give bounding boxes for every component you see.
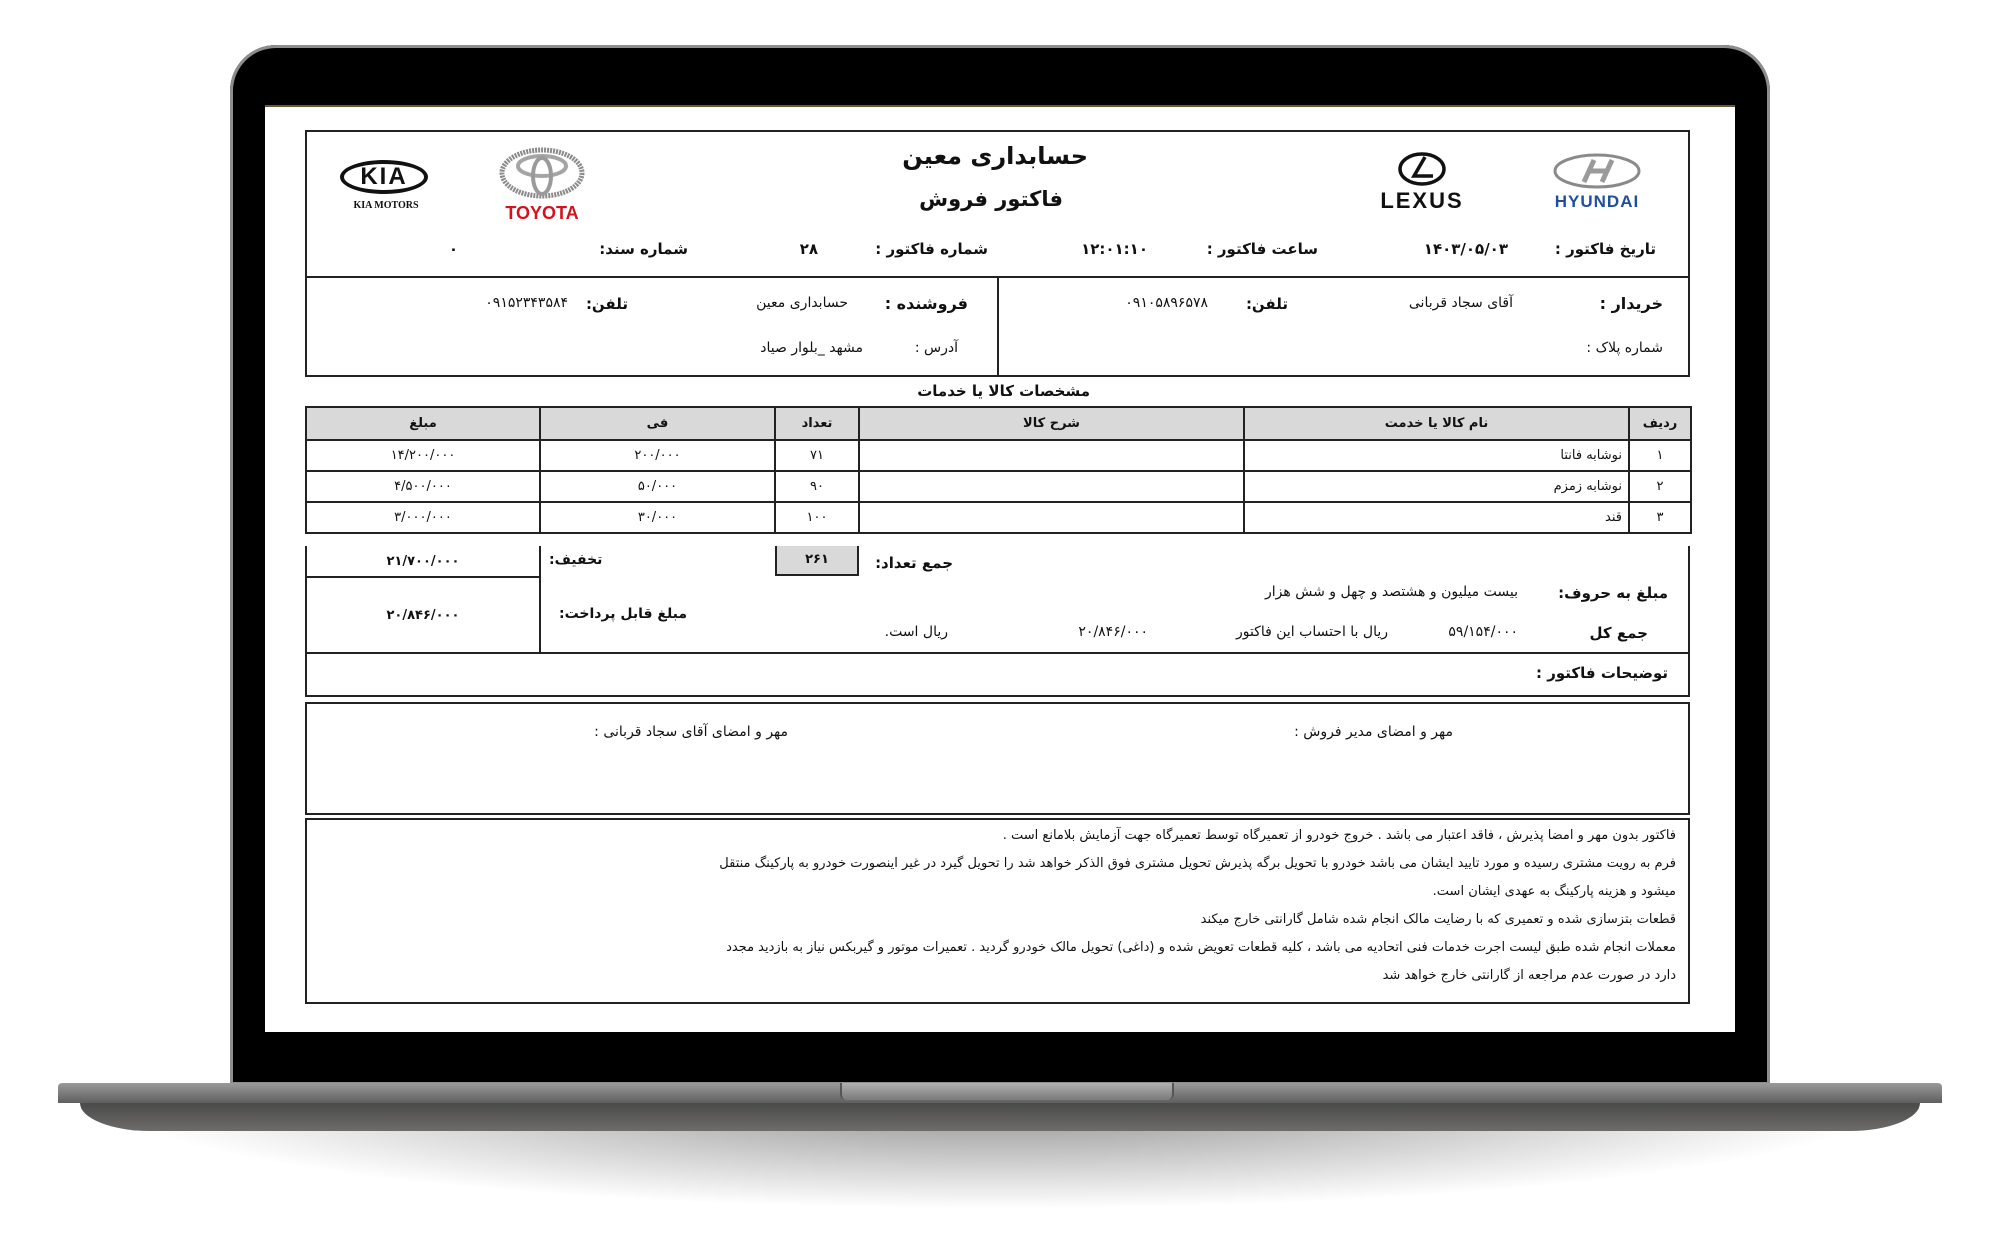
plate-number-label: شماره پلاک : bbox=[1586, 340, 1663, 356]
toyota-logo bbox=[487, 147, 597, 227]
item-quantity: ۹۰ bbox=[775, 471, 859, 502]
grand-total-label: جمع کل bbox=[1589, 624, 1648, 642]
item-description bbox=[859, 440, 1244, 471]
item-name: قند bbox=[1244, 502, 1629, 533]
invoice-date-label: تاریخ فاکتور : bbox=[1554, 240, 1656, 258]
invoice-number: ۲۸ bbox=[799, 240, 818, 258]
parties-box bbox=[305, 276, 1690, 377]
customer-signature-label: مهر و امضای آقای سجاد قربانی : bbox=[594, 724, 788, 740]
invoice-time: ۱۲:۰۱:۱۰ bbox=[1081, 240, 1148, 258]
payable-label: مبلغ قابل پرداخت: bbox=[559, 606, 688, 622]
invoice-date: ۱۴۰۳/۰۵/۰۳ bbox=[1423, 240, 1508, 258]
invoice-header bbox=[305, 130, 1690, 278]
item-unit-price: ۵۰/۰۰۰ bbox=[540, 471, 775, 502]
seller-address: مشهد _بلوار صیاد bbox=[760, 340, 863, 356]
laptop-notch bbox=[840, 1083, 1174, 1100]
lexus-emblem-icon bbox=[1397, 152, 1447, 186]
table-row bbox=[306, 471, 1691, 502]
document-number-label: شماره سند: bbox=[599, 240, 688, 258]
item-amount: ۴/۵۰۰/۰۰۰ bbox=[306, 471, 540, 502]
row-number: ۳ bbox=[1629, 502, 1691, 533]
kia-motors-text: KIA MOTORS bbox=[353, 200, 419, 211]
table-row bbox=[306, 502, 1691, 533]
hyundai-logo bbox=[1532, 152, 1662, 222]
total-quantity: ۲۶۱ bbox=[775, 546, 859, 576]
grand-total-suffix: ریال با احتساب این فاکتور bbox=[1235, 624, 1388, 640]
laptop-base-lower bbox=[80, 1103, 1920, 1131]
manager-signature-label: مهر و امضای مدیر فروش : bbox=[1294, 724, 1453, 740]
totals-box bbox=[305, 546, 1690, 654]
totals-col-divider bbox=[539, 546, 541, 652]
seller-phone-label: تلفن: bbox=[585, 295, 628, 313]
hyundai-text: HYUNDAI bbox=[1554, 192, 1640, 211]
items-section-title: مشخصات کالا یا خدمات bbox=[917, 382, 1090, 400]
totals-row-divider bbox=[307, 576, 540, 578]
lexus-text: LEXUS bbox=[1380, 188, 1464, 213]
col-header-amount: مبلغ bbox=[306, 407, 540, 440]
row-number: ۲ bbox=[1629, 471, 1691, 502]
col-header-row-number: ردیف bbox=[1629, 407, 1691, 440]
terms-line: فاکتور بدون مهر و امضا پذیرش ، فاقد اعتبار می باشد . خروج خودرو از تعمیرگاه توسط تعمیرگاه جهت آزمایش بلامانع است . bbox=[1002, 828, 1676, 843]
table-header-row bbox=[306, 407, 1691, 440]
item-name: نوشابه فانتا bbox=[1244, 440, 1629, 471]
balance-amount: ۲۰/۸۴۶/۰۰۰ bbox=[1078, 624, 1148, 640]
document-title: فاکتور فروش bbox=[919, 187, 1063, 211]
item-description bbox=[859, 502, 1244, 533]
invoice-number-label: شماره فاکتور : bbox=[875, 240, 988, 258]
toyota-emblem-icon bbox=[499, 147, 585, 199]
amount-in-words: بیست میلیون و هشتصد و چهل و شش هزار bbox=[1265, 584, 1518, 600]
item-description bbox=[859, 471, 1244, 502]
lexus-logo bbox=[1347, 152, 1497, 222]
hyundai-emblem-icon bbox=[1552, 152, 1642, 190]
discount-amount: ۲۱/۷۰۰/۰۰۰ bbox=[386, 554, 460, 569]
signatures-box bbox=[305, 702, 1690, 815]
item-quantity: ۷۱ bbox=[775, 440, 859, 471]
item-quantity: ۱۰۰ bbox=[775, 502, 859, 533]
company-name: حسابداری معین bbox=[902, 142, 1088, 170]
item-amount: ۱۴/۲۰۰/۰۰۰ bbox=[306, 440, 540, 471]
col-header-item-name: نام کالا یا خدمت bbox=[1244, 407, 1629, 440]
notes-box bbox=[305, 652, 1690, 697]
col-header-unit-price: فی bbox=[540, 407, 775, 440]
terms-line: دارد در صورت عدم مراجعه از گارانتی خارج خواهد شد bbox=[1382, 968, 1676, 983]
terms-line: قطعات بتزسازی شده و تعمیری که با رضایت مالک انجام شده شامل گارانتی خارج میکند bbox=[1200, 912, 1676, 927]
parties-divider bbox=[997, 278, 999, 377]
amount-in-words-label: مبلغ به حروف: bbox=[1558, 584, 1668, 602]
table-row bbox=[306, 440, 1691, 471]
row-number: ۱ bbox=[1629, 440, 1691, 471]
col-header-description: شرح کالا bbox=[859, 407, 1244, 440]
seller-address-label: آدرس : bbox=[914, 340, 958, 356]
discount-label: تخفیف: bbox=[549, 552, 603, 568]
item-amount: ۳/۰۰۰/۰۰۰ bbox=[306, 502, 540, 533]
notes-label: توضیحات فاکتور : bbox=[1536, 664, 1668, 682]
item-name: نوشابه زمزم bbox=[1244, 471, 1629, 502]
col-header-quantity: تعداد bbox=[775, 407, 859, 440]
kia-emblem: KIA bbox=[340, 160, 428, 194]
invoice-time-label: ساعت فاکتور : bbox=[1206, 240, 1318, 258]
terms-line: معملات انجام شده طبق لیست اجرت خدمات فنی اتحادیه می باشد ، کلیه قطعات تعویض شده و (داغی) تحویل مالک خودرو گردید . تعمیرات موتور و گیربکس نیاز به بازدید مجدد bbox=[726, 940, 1676, 955]
seller-name: حسابداری معین bbox=[756, 295, 848, 311]
buyer-name: آقای سجاد قربانی bbox=[1408, 295, 1513, 311]
item-unit-price: ۲۰۰/۰۰۰ bbox=[540, 440, 775, 471]
terms-line: فرم به رویت مشتری رسیده و مورد تایید ایشان می باشد خودرو با تحویل برگه پذیرش تحویل مشتری فوق الذکر خواهد شد را تحویل گیرد در غیر اینصورت خودرو به پارکینگ منتقل bbox=[719, 856, 1676, 871]
seller-phone: ۰۹۱۵۲۳۴۳۵۸۴ bbox=[485, 295, 568, 311]
grand-total: ۵۹/۱۵۴/۰۰۰ bbox=[1448, 624, 1518, 640]
buyer-phone-label: تلفن: bbox=[1245, 295, 1288, 313]
terms-line: میشود و هزینه پارکینگ به عهدی ایشان است. bbox=[1432, 884, 1676, 899]
terms-box bbox=[305, 818, 1690, 1004]
buyer-phone: ۰۹۱۰۵۸۹۶۵۷۸ bbox=[1125, 295, 1208, 311]
total-quantity-label: جمع تعداد: bbox=[875, 554, 953, 572]
toyota-text: TOYOTA bbox=[505, 203, 579, 223]
items-table bbox=[305, 406, 1692, 534]
balance-suffix: ریال است. bbox=[884, 624, 948, 640]
seller-label: فروشنده : bbox=[884, 294, 968, 313]
buyer-label: خریدار : bbox=[1599, 294, 1663, 313]
document-number: ۰ bbox=[448, 240, 458, 258]
item-unit-price: ۳۰/۰۰۰ bbox=[540, 502, 775, 533]
payable-amount: ۲۰/۸۴۶/۰۰۰ bbox=[386, 608, 460, 623]
kia-logo bbox=[337, 160, 435, 220]
